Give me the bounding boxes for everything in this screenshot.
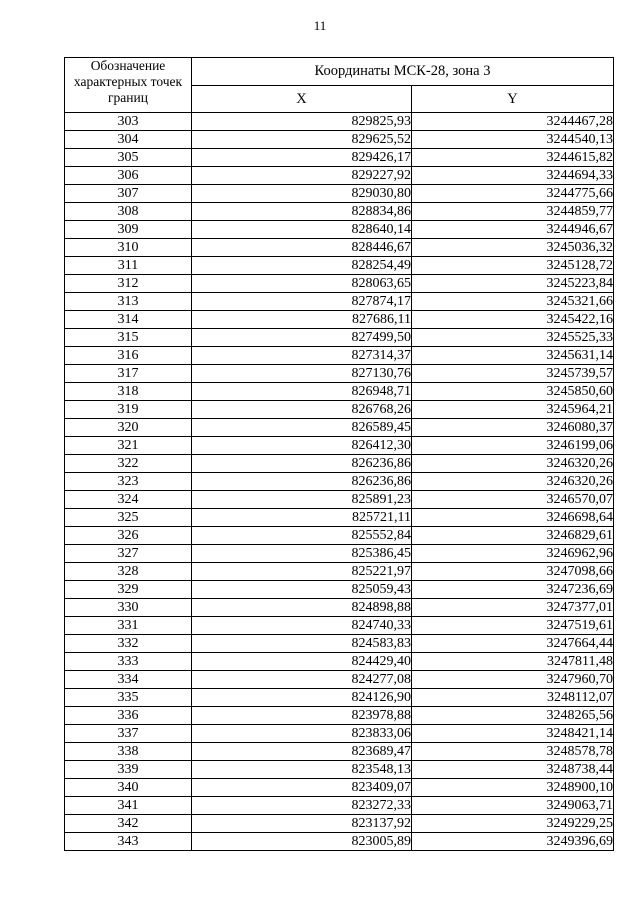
table-row xyxy=(65,167,614,185)
cell-y: 3244859,77 xyxy=(412,203,614,221)
cell-x: 828834,86 xyxy=(192,203,412,221)
cell-y: 3245631,14 xyxy=(412,347,614,365)
cell-point: 342 xyxy=(65,815,192,833)
cell-x: 824740,33 xyxy=(192,617,412,635)
cell-x: 829426,17 xyxy=(192,149,412,167)
cell-y: 3249396,69 xyxy=(412,833,614,851)
table-row xyxy=(65,113,614,131)
cell-y: 3247236,69 xyxy=(412,581,614,599)
cell-x: 823833,06 xyxy=(192,725,412,743)
cell-point: 320 xyxy=(65,419,192,437)
cell-y: 3244615,82 xyxy=(412,149,614,167)
cell-x: 827130,76 xyxy=(192,365,412,383)
cell-y: 3247811,48 xyxy=(412,653,614,671)
cell-point: 336 xyxy=(65,707,192,725)
cell-y: 3247960,70 xyxy=(412,671,614,689)
table-row xyxy=(65,437,614,455)
cell-x: 824898,88 xyxy=(192,599,412,617)
table-row xyxy=(65,779,614,797)
cell-x: 828254,49 xyxy=(192,257,412,275)
cell-y: 3247377,01 xyxy=(412,599,614,617)
table-row xyxy=(65,185,614,203)
cell-x: 829227,92 xyxy=(192,167,412,185)
cell-x: 827874,17 xyxy=(192,293,412,311)
table-row xyxy=(65,815,614,833)
cell-point: 304 xyxy=(65,131,192,149)
cell-y: 3246199,06 xyxy=(412,437,614,455)
cell-point: 325 xyxy=(65,509,192,527)
cell-y: 3245422,16 xyxy=(412,311,614,329)
cell-y: 3245128,72 xyxy=(412,257,614,275)
cell-x: 826768,26 xyxy=(192,401,412,419)
table-row xyxy=(65,419,614,437)
cell-x: 826236,86 xyxy=(192,473,412,491)
table-row xyxy=(65,617,614,635)
header-x: X xyxy=(192,86,412,113)
cell-point: 305 xyxy=(65,149,192,167)
cell-x: 824126,90 xyxy=(192,689,412,707)
table-row xyxy=(65,761,614,779)
cell-y: 3246829,61 xyxy=(412,527,614,545)
cell-point: 341 xyxy=(65,797,192,815)
cell-y: 3245525,33 xyxy=(412,329,614,347)
table-row xyxy=(65,293,614,311)
cell-point: 314 xyxy=(65,311,192,329)
table-row xyxy=(65,653,614,671)
cell-x: 825221,97 xyxy=(192,563,412,581)
table-row xyxy=(65,581,614,599)
cell-point: 328 xyxy=(65,563,192,581)
cell-point: 311 xyxy=(65,257,192,275)
cell-point: 322 xyxy=(65,455,192,473)
table-row xyxy=(65,275,614,293)
cell-x: 825386,45 xyxy=(192,545,412,563)
cell-x: 827686,11 xyxy=(192,311,412,329)
cell-point: 313 xyxy=(65,293,192,311)
cell-point: 331 xyxy=(65,617,192,635)
cell-y: 3247519,61 xyxy=(412,617,614,635)
table-row xyxy=(65,545,614,563)
cell-point: 343 xyxy=(65,833,192,851)
cell-x: 826412,30 xyxy=(192,437,412,455)
cell-point: 326 xyxy=(65,527,192,545)
table-row xyxy=(65,635,614,653)
table-row xyxy=(65,311,614,329)
cell-y: 3246080,37 xyxy=(412,419,614,437)
table-row xyxy=(65,383,614,401)
table-row xyxy=(65,563,614,581)
cell-y: 3244775,66 xyxy=(412,185,614,203)
cell-y: 3246320,26 xyxy=(412,473,614,491)
cell-x: 825552,84 xyxy=(192,527,412,545)
cell-x: 823689,47 xyxy=(192,743,412,761)
table-row xyxy=(65,491,614,509)
cell-y: 3245964,21 xyxy=(412,401,614,419)
table-row xyxy=(65,473,614,491)
cell-y: 3246320,26 xyxy=(412,455,614,473)
cell-x: 823548,13 xyxy=(192,761,412,779)
table-row xyxy=(65,671,614,689)
table-row xyxy=(65,527,614,545)
table-row xyxy=(65,833,614,851)
cell-x: 823137,92 xyxy=(192,815,412,833)
table-row xyxy=(65,743,614,761)
cell-point: 315 xyxy=(65,329,192,347)
table-row xyxy=(65,149,614,167)
table-row xyxy=(65,329,614,347)
cell-x: 824583,83 xyxy=(192,635,412,653)
cell-x: 824429,40 xyxy=(192,653,412,671)
cell-y: 3244540,13 xyxy=(412,131,614,149)
cell-y: 3244946,67 xyxy=(412,221,614,239)
cell-y: 3246570,07 xyxy=(412,491,614,509)
cell-y: 3247098,66 xyxy=(412,563,614,581)
cell-point: 323 xyxy=(65,473,192,491)
cell-point: 324 xyxy=(65,491,192,509)
cell-point: 333 xyxy=(65,653,192,671)
cell-y: 3248578,78 xyxy=(412,743,614,761)
cell-y: 3245223,84 xyxy=(412,275,614,293)
header-row xyxy=(65,58,614,86)
table-row xyxy=(65,401,614,419)
coordinates-table xyxy=(64,57,614,851)
cell-y: 3245850,60 xyxy=(412,383,614,401)
table-row xyxy=(65,689,614,707)
cell-y: 3249229,25 xyxy=(412,815,614,833)
table-row xyxy=(65,347,614,365)
cell-x: 828640,14 xyxy=(192,221,412,239)
cell-x: 823005,89 xyxy=(192,833,412,851)
table-row xyxy=(65,455,614,473)
cell-y: 3246962,96 xyxy=(412,545,614,563)
cell-x: 829825,93 xyxy=(192,113,412,131)
cell-point: 340 xyxy=(65,779,192,797)
cell-point: 306 xyxy=(65,167,192,185)
table-row xyxy=(65,365,614,383)
header-y: Y xyxy=(412,86,614,113)
cell-point: 329 xyxy=(65,581,192,599)
header-point-designation: Обозначение характерных точек границ xyxy=(65,58,192,113)
cell-point: 327 xyxy=(65,545,192,563)
cell-y: 3248421,14 xyxy=(412,725,614,743)
table-row xyxy=(65,599,614,617)
cell-x: 826589,45 xyxy=(192,419,412,437)
cell-y: 3248265,56 xyxy=(412,707,614,725)
cell-point: 317 xyxy=(65,365,192,383)
cell-point: 308 xyxy=(65,203,192,221)
cell-x: 823272,33 xyxy=(192,797,412,815)
cell-point: 338 xyxy=(65,743,192,761)
cell-x: 825891,23 xyxy=(192,491,412,509)
cell-point: 334 xyxy=(65,671,192,689)
cell-x: 826948,71 xyxy=(192,383,412,401)
cell-x: 828446,67 xyxy=(192,239,412,257)
table-row xyxy=(65,509,614,527)
cell-point: 318 xyxy=(65,383,192,401)
cell-x: 825721,11 xyxy=(192,509,412,527)
cell-y: 3244694,33 xyxy=(412,167,614,185)
cell-point: 310 xyxy=(65,239,192,257)
cell-point: 303 xyxy=(65,113,192,131)
cell-x: 823409,07 xyxy=(192,779,412,797)
cell-y: 3248900,10 xyxy=(412,779,614,797)
cell-point: 309 xyxy=(65,221,192,239)
cell-x: 823978,88 xyxy=(192,707,412,725)
cell-point: 330 xyxy=(65,599,192,617)
cell-point: 335 xyxy=(65,689,192,707)
cell-point: 332 xyxy=(65,635,192,653)
cell-y: 3246698,64 xyxy=(412,509,614,527)
cell-point: 307 xyxy=(65,185,192,203)
cell-y: 3245036,32 xyxy=(412,239,614,257)
cell-point: 319 xyxy=(65,401,192,419)
cell-x: 828063,65 xyxy=(192,275,412,293)
header-coordinates-group: Координаты МСК-28, зона 3 xyxy=(192,58,614,86)
cell-y: 3247664,44 xyxy=(412,635,614,653)
cell-y: 3248112,07 xyxy=(412,689,614,707)
cell-point: 337 xyxy=(65,725,192,743)
table-row xyxy=(65,131,614,149)
cell-x: 827314,37 xyxy=(192,347,412,365)
table-row xyxy=(65,707,614,725)
cell-y: 3249063,71 xyxy=(412,797,614,815)
table-row xyxy=(65,797,614,815)
cell-x: 824277,08 xyxy=(192,671,412,689)
cell-point: 312 xyxy=(65,275,192,293)
cell-x: 827499,50 xyxy=(192,329,412,347)
cell-y: 3244467,28 xyxy=(412,113,614,131)
table-row xyxy=(65,221,614,239)
table-row xyxy=(65,257,614,275)
cell-y: 3245321,66 xyxy=(412,293,614,311)
cell-point: 321 xyxy=(65,437,192,455)
table-row xyxy=(65,203,614,221)
cell-x: 825059,43 xyxy=(192,581,412,599)
table-row xyxy=(65,239,614,257)
cell-point: 339 xyxy=(65,761,192,779)
cell-y: 3248738,44 xyxy=(412,761,614,779)
cell-x: 826236,86 xyxy=(192,455,412,473)
page-number: 11 xyxy=(313,18,327,33)
cell-x: 829625,52 xyxy=(192,131,412,149)
cell-x: 829030,80 xyxy=(192,185,412,203)
cell-y: 3245739,57 xyxy=(412,365,614,383)
cell-point: 316 xyxy=(65,347,192,365)
table-row xyxy=(65,725,614,743)
